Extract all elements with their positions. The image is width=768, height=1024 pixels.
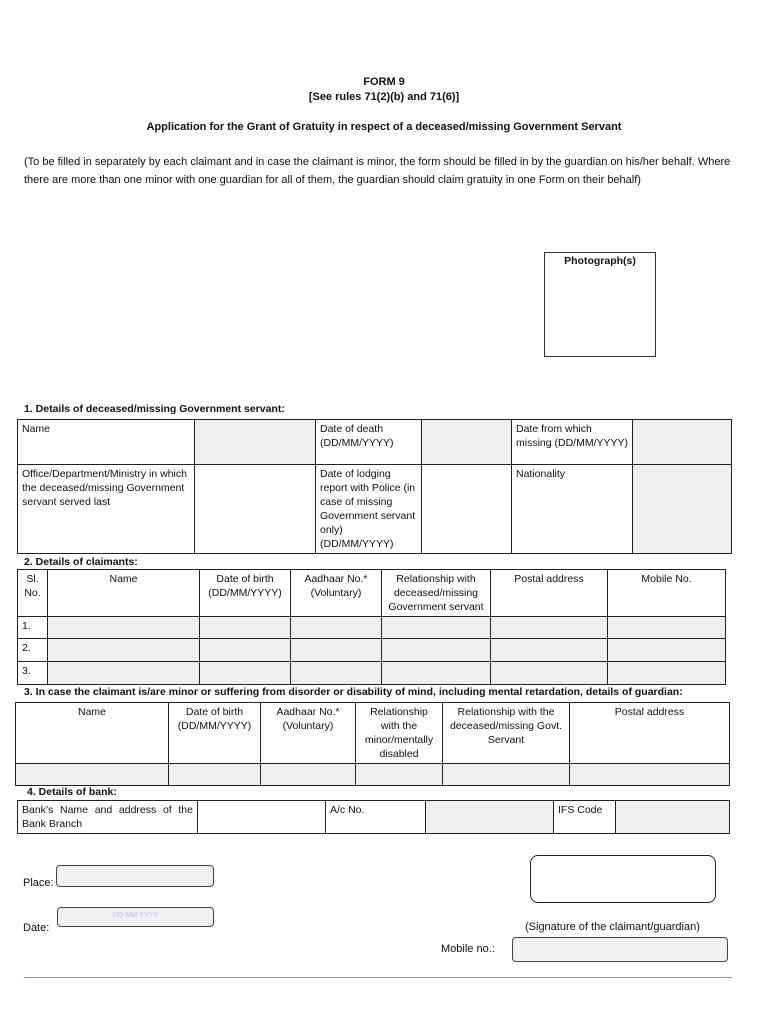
signature-label: (Signature of the claimant/guardian) xyxy=(525,921,700,933)
col-dob: Date of birth (DD/MM/YYYY) xyxy=(200,570,291,617)
cell-input[interactable] xyxy=(16,764,169,786)
col-name: Name xyxy=(48,570,200,617)
ac-no-field[interactable] xyxy=(426,801,554,834)
instruction-text: (To be filled in separately by each claimant and in case the claimant is minor, the form should be filled in by the guardian on his/her behalf. Where there are more than one minor with one guardian for all of them, the guardian should claim gratuity in one Form on their behalf) xyxy=(24,156,731,186)
cell-input[interactable] xyxy=(443,764,570,786)
cell-input[interactable] xyxy=(291,617,382,639)
date-label: Date: xyxy=(23,922,50,934)
col-aadhaar: Aadhaar No.* (Voluntary) xyxy=(291,570,382,617)
date-of-death-label: Date of death (DD/MM/YYYY) xyxy=(316,420,422,465)
table-row xyxy=(16,764,730,786)
guardian-col-name: Name xyxy=(16,703,169,764)
date-missing-label: Date from which missing (DD/MM/YYYY) xyxy=(512,420,633,465)
cell-input[interactable] xyxy=(382,639,491,662)
cell-input[interactable] xyxy=(200,662,291,685)
col-postal-address: Postal address xyxy=(491,570,608,617)
date-of-death-field[interactable] xyxy=(422,420,512,465)
section2-title: 2. Details of claimants: xyxy=(24,556,138,568)
cell-input[interactable] xyxy=(608,639,726,662)
row-number: 2. xyxy=(18,639,48,662)
mobile-label: Mobile no.: xyxy=(441,943,495,955)
guardian-col-rel-minor: Relationship with the minor/mentally disabled xyxy=(356,703,443,764)
date-missing-field[interactable] xyxy=(633,420,732,465)
date-lodging-label: Date of lodging report with Police (in case of missing Government servant only) (DD/MM/YYYY) xyxy=(316,465,422,554)
office-label: Office/Department/Ministry in which the deceased/missing Government servant served last xyxy=(18,465,195,554)
guardian-col-postal-address: Postal address xyxy=(570,703,730,764)
cell-input[interactable] xyxy=(382,662,491,685)
ifs-code-field[interactable] xyxy=(616,801,730,834)
col-mobile: Mobile No. xyxy=(608,570,726,617)
col-sl-no: Sl. No. xyxy=(18,570,48,617)
nationality-label: Nationality xyxy=(512,465,633,554)
nationality-field[interactable] xyxy=(633,465,732,554)
col-relationship: Relationship with deceased/missing Government servant xyxy=(382,570,491,617)
table-row xyxy=(18,662,726,685)
cell-input[interactable] xyxy=(291,662,382,685)
table-row xyxy=(18,617,726,639)
cell-input[interactable] xyxy=(382,617,491,639)
date-lodging-field[interactable] xyxy=(422,465,512,554)
name-label: Name xyxy=(18,420,195,465)
rules-reference: [See rules 71(2)(b) and 71(6)] xyxy=(308,91,460,103)
cell-input[interactable] xyxy=(200,639,291,662)
section1-title: 1. Details of deceased/missing Government servant: xyxy=(24,403,285,415)
deceased-details-table xyxy=(17,419,732,554)
table-row xyxy=(18,639,726,662)
cell-input[interactable] xyxy=(48,639,200,662)
claimants-table xyxy=(17,569,726,685)
office-field[interactable] xyxy=(195,465,316,554)
cell-input[interactable] xyxy=(48,617,200,639)
cell-input[interactable] xyxy=(491,662,608,685)
form-number: FORM 9 xyxy=(363,76,405,88)
cell-input[interactable] xyxy=(48,662,200,685)
bank-name-field[interactable] xyxy=(198,801,326,834)
row-number: 3. xyxy=(18,662,48,685)
guardian-col-aadhaar: Aadhaar No.* (Voluntary) xyxy=(261,703,356,764)
photograph-label: Photograph(s) xyxy=(564,255,636,267)
mobile-input[interactable] xyxy=(512,937,728,962)
section3-title: 3. In case the claimant is/are minor or suffering from disorder or disability of mind, including mental retardation, details of guardian: xyxy=(24,686,683,698)
photograph-box[interactable] xyxy=(544,252,656,357)
cell-input[interactable] xyxy=(169,764,261,786)
cell-input[interactable] xyxy=(570,764,730,786)
cell-input[interactable] xyxy=(291,639,382,662)
cell-input[interactable] xyxy=(491,617,608,639)
bank-name-label: Bank’s Name and address of the Bank Branch xyxy=(18,801,198,834)
cell-input[interactable] xyxy=(608,617,726,639)
guardian-col-dob: Date of birth (DD/MM/YYYY) xyxy=(169,703,261,764)
section4-title: 4. Details of bank: xyxy=(27,786,117,798)
cell-input[interactable] xyxy=(491,639,608,662)
signature-box[interactable] xyxy=(530,855,716,903)
footer-divider xyxy=(24,977,732,978)
cell-input[interactable] xyxy=(261,764,356,786)
cell-input[interactable] xyxy=(356,764,443,786)
row-number: 1. xyxy=(18,617,48,639)
guardian-table xyxy=(15,702,730,786)
cell-input[interactable] xyxy=(608,662,726,685)
guardian-col-rel-deceased: Relationship with the deceased/missing Govt. Servant xyxy=(443,703,570,764)
ac-no-label: A/c No. xyxy=(326,801,426,834)
place-input[interactable] xyxy=(56,865,214,887)
place-label: Place: xyxy=(23,877,54,889)
ifs-code-label: IFS Code xyxy=(554,801,616,834)
bank-table xyxy=(17,800,730,834)
date-input[interactable]: DD-MM-YYYY xyxy=(57,907,214,927)
form-title: Application for the Grant of Gratuity in respect of a deceased/missing Government Servant xyxy=(146,121,622,133)
name-field[interactable] xyxy=(195,420,316,465)
cell-input[interactable] xyxy=(200,617,291,639)
